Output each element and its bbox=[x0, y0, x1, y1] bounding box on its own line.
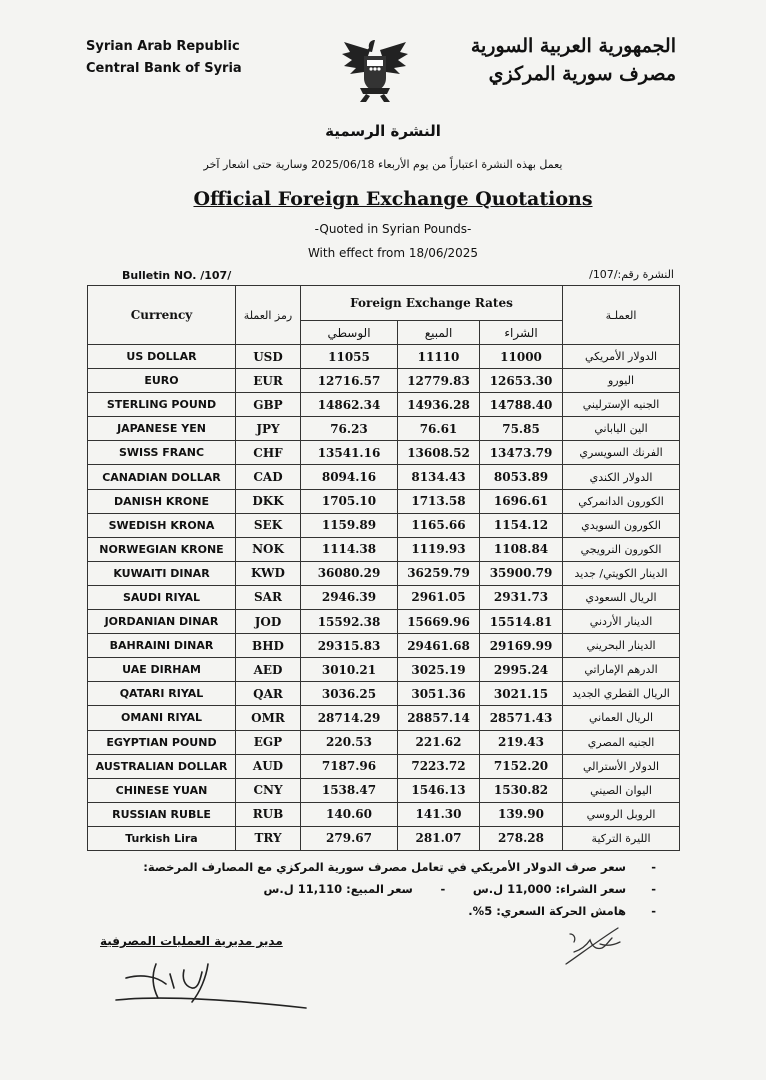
note-sell-rate: سعر المبيع: 11,110 ل.س bbox=[263, 882, 413, 896]
rate-mid: 28714.29 bbox=[301, 706, 398, 730]
exchange-rates-table bbox=[87, 285, 680, 851]
currency-name-ar: الدولار الأمريكي bbox=[563, 345, 680, 369]
rate-sell: 36259.79 bbox=[398, 561, 480, 585]
currency-name: NORWEGIAN KRONE bbox=[88, 537, 236, 561]
header-sell: المبيع bbox=[398, 321, 480, 345]
currency-name-ar: الريال القطري الجديد bbox=[563, 682, 680, 706]
currency-name-ar: الدولار الأسترالي bbox=[563, 754, 680, 778]
rate-sell: 221.62 bbox=[398, 730, 480, 754]
currency-code: AED bbox=[236, 658, 301, 682]
quoted-note: -Quoted in Syrian Pounds- bbox=[314, 222, 472, 236]
currency-code: CHF bbox=[236, 441, 301, 465]
handwritten-signature-icon bbox=[96, 950, 316, 1020]
table-row bbox=[88, 585, 680, 609]
currency-code: JOD bbox=[236, 610, 301, 634]
rate-sell: 3051.36 bbox=[398, 682, 480, 706]
header-currency-ar: العملـة bbox=[563, 286, 680, 345]
currency-name-ar: الدينار البحريني bbox=[563, 634, 680, 658]
currency-code: KWD bbox=[236, 561, 301, 585]
currency-name: JORDANIAN DINAR bbox=[88, 610, 236, 634]
header-rates: Foreign Exchange Rates bbox=[301, 286, 563, 321]
note-buy-sell bbox=[96, 878, 656, 900]
currency-name-ar: الدينار الكويتي/ جديد bbox=[563, 561, 680, 585]
rate-mid: 15592.38 bbox=[301, 610, 398, 634]
note-dash: - bbox=[651, 904, 656, 918]
rate-sell: 29461.68 bbox=[398, 634, 480, 658]
rate-sell: 1546.13 bbox=[398, 778, 480, 802]
bulletin-number-en: Bulletin NO. /107/ bbox=[122, 269, 232, 282]
arabic-title: النشرة الرسمية bbox=[325, 122, 441, 140]
table-row bbox=[88, 802, 680, 826]
currency-code: AUD bbox=[236, 754, 301, 778]
currency-name: BAHRAINI DINAR bbox=[88, 634, 236, 658]
table-row bbox=[88, 417, 680, 441]
currency-code: GBP bbox=[236, 393, 301, 417]
currency-code: EUR bbox=[236, 369, 301, 393]
currency-name: EGYPTIAN POUND bbox=[88, 730, 236, 754]
table-row bbox=[88, 513, 680, 537]
currency-name-ar: الين الياباني bbox=[563, 417, 680, 441]
header-code: رمز العملة bbox=[236, 286, 301, 345]
currency-name-ar: الكورون الدانمركي bbox=[563, 489, 680, 513]
currency-name-ar: الكورون السويدي bbox=[563, 513, 680, 537]
rate-buy: 35900.79 bbox=[480, 561, 563, 585]
header-en-country: Syrian Arab Republic bbox=[86, 39, 240, 54]
currency-name: CHINESE YUAN bbox=[88, 778, 236, 802]
rate-mid: 29315.83 bbox=[301, 634, 398, 658]
currency-code: QAR bbox=[236, 682, 301, 706]
rate-mid: 76.23 bbox=[301, 417, 398, 441]
table-row bbox=[88, 345, 680, 369]
syrian-eagle-emblem-icon bbox=[340, 36, 410, 104]
header-currency: Currency bbox=[88, 286, 236, 345]
rate-buy: 3021.15 bbox=[480, 682, 563, 706]
rate-buy: 2995.24 bbox=[480, 658, 563, 682]
table-row bbox=[88, 826, 680, 850]
rate-sell: 13608.52 bbox=[398, 441, 480, 465]
rate-buy: 1154.12 bbox=[480, 513, 563, 537]
header-arabic bbox=[471, 32, 676, 88]
rate-buy: 219.43 bbox=[480, 730, 563, 754]
rate-mid: 3036.25 bbox=[301, 682, 398, 706]
table-row bbox=[88, 778, 680, 802]
table-row bbox=[88, 682, 680, 706]
rate-mid: 3010.21 bbox=[301, 658, 398, 682]
note-dash: - bbox=[651, 882, 656, 896]
currency-code: JPY bbox=[236, 417, 301, 441]
header-ar-country: الجمهورية العربية السورية bbox=[470, 35, 676, 57]
currency-name-ar: اليوان الصيني bbox=[563, 778, 680, 802]
rate-buy: 13473.79 bbox=[480, 441, 563, 465]
table-row bbox=[88, 658, 680, 682]
currency-name: OMANI RIYAL bbox=[88, 706, 236, 730]
currency-name: SAUDI RIYAL bbox=[88, 585, 236, 609]
table-row bbox=[88, 393, 680, 417]
table-row bbox=[88, 441, 680, 465]
currency-name-ar: الريال السعودي bbox=[563, 585, 680, 609]
currency-code: BHD bbox=[236, 634, 301, 658]
note-margin-text: هامش الحركة السعري: 5%. bbox=[468, 904, 626, 918]
currency-name: Turkish Lira bbox=[88, 826, 236, 850]
currency-name-ar: الجنيه الإسترليني bbox=[563, 393, 680, 417]
table-row bbox=[88, 706, 680, 730]
rate-buy: 29169.99 bbox=[480, 634, 563, 658]
currency-name-ar: الجنيه المصري bbox=[563, 730, 680, 754]
table-row bbox=[88, 730, 680, 754]
rate-buy: 12653.30 bbox=[480, 369, 563, 393]
table-row bbox=[88, 754, 680, 778]
note-separator: - bbox=[440, 882, 446, 896]
header-ar-bank: مصرف سورية المركزي bbox=[488, 63, 676, 85]
table-row bbox=[88, 610, 680, 634]
currency-name: SWEDISH KRONA bbox=[88, 513, 236, 537]
rate-buy: 1530.82 bbox=[480, 778, 563, 802]
table-row bbox=[88, 369, 680, 393]
note-dash: - bbox=[651, 860, 656, 874]
currency-code: NOK bbox=[236, 537, 301, 561]
signatory-title: مدير مديرية العمليات المصرفية bbox=[100, 934, 283, 948]
rate-sell: 2961.05 bbox=[398, 585, 480, 609]
rate-sell: 8134.43 bbox=[398, 465, 480, 489]
rate-mid: 12716.57 bbox=[301, 369, 398, 393]
currency-name: SWISS FRANC bbox=[88, 441, 236, 465]
rate-mid: 1159.89 bbox=[301, 513, 398, 537]
currency-name: STERLING POUND bbox=[88, 393, 236, 417]
currency-name-ar: الروبل الروسي bbox=[563, 802, 680, 826]
header-buy: الشراء bbox=[480, 321, 563, 345]
currency-name-ar: الفرنك السويسري bbox=[563, 441, 680, 465]
rate-buy: 1696.61 bbox=[480, 489, 563, 513]
english-title: Official Foreign Exchange Quotations bbox=[193, 188, 593, 210]
note-buy-rate: سعر الشراء: 11,000 ل.س bbox=[472, 882, 626, 896]
rate-sell: 28857.14 bbox=[398, 706, 480, 730]
rate-buy: 28571.43 bbox=[480, 706, 563, 730]
currency-name-ar: الريال العماني bbox=[563, 706, 680, 730]
rate-buy: 8053.89 bbox=[480, 465, 563, 489]
rate-mid: 140.60 bbox=[301, 802, 398, 826]
table-row bbox=[88, 634, 680, 658]
currency-code: SEK bbox=[236, 513, 301, 537]
header-english bbox=[86, 36, 242, 80]
currency-name-ar: اليورو bbox=[563, 369, 680, 393]
table-row bbox=[88, 489, 680, 513]
rate-mid: 279.67 bbox=[301, 826, 398, 850]
currency-code: DKK bbox=[236, 489, 301, 513]
rate-buy: 2931.73 bbox=[480, 585, 563, 609]
rate-mid: 1114.38 bbox=[301, 537, 398, 561]
rate-sell: 3025.19 bbox=[398, 658, 480, 682]
bulletin-number-ar: النشرة رقم:/107/ bbox=[589, 268, 674, 281]
notes-section bbox=[96, 856, 656, 922]
initials-signature-icon bbox=[560, 918, 630, 972]
rate-mid: 8094.16 bbox=[301, 465, 398, 489]
rate-sell: 1165.66 bbox=[398, 513, 480, 537]
header-en-bank: Central Bank of Syria bbox=[86, 61, 242, 76]
note-usd-dealing bbox=[96, 856, 656, 878]
currency-name: QATARI RIYAL bbox=[88, 682, 236, 706]
rate-buy: 14788.40 bbox=[480, 393, 563, 417]
currency-name: UAE DIRHAM bbox=[88, 658, 236, 682]
note-usd-text: سعر صرف الدولار الأمريكي في تعامل مصرف سورية المركزي مع المصارف المرخصة: bbox=[143, 860, 626, 874]
table-row bbox=[88, 561, 680, 585]
rate-mid: 36080.29 bbox=[301, 561, 398, 585]
currency-name: DANISH KRONE bbox=[88, 489, 236, 513]
rate-mid: 1705.10 bbox=[301, 489, 398, 513]
rate-mid: 220.53 bbox=[301, 730, 398, 754]
currency-name: KUWAITI DINAR bbox=[88, 561, 236, 585]
arabic-subtitle: يعمل بهذه النشرة اعتباراً من يوم الأربعاء 2025/06/18 وسارية حتى اشعار آخر bbox=[203, 158, 563, 171]
currency-code: USD bbox=[236, 345, 301, 369]
rate-sell: 15669.96 bbox=[398, 610, 480, 634]
currency-code: CAD bbox=[236, 465, 301, 489]
currency-name: EURO bbox=[88, 369, 236, 393]
table-row bbox=[88, 537, 680, 561]
rate-mid: 11055 bbox=[301, 345, 398, 369]
currency-code: CNY bbox=[236, 778, 301, 802]
currency-code: OMR bbox=[236, 706, 301, 730]
rate-mid: 14862.34 bbox=[301, 393, 398, 417]
currency-name-ar: الليرة التركية bbox=[563, 826, 680, 850]
rate-sell: 281.07 bbox=[398, 826, 480, 850]
rate-mid: 7187.96 bbox=[301, 754, 398, 778]
currency-name: US DOLLAR bbox=[88, 345, 236, 369]
header-mid: الوسطي bbox=[301, 321, 398, 345]
rate-buy: 139.90 bbox=[480, 802, 563, 826]
currency-code: TRY bbox=[236, 826, 301, 850]
rate-sell: 7223.72 bbox=[398, 754, 480, 778]
currency-code: RUB bbox=[236, 802, 301, 826]
currency-name-ar: الدرهم الإماراتي bbox=[563, 658, 680, 682]
currency-name-ar: الدولار الكندي bbox=[563, 465, 680, 489]
rate-mid: 1538.47 bbox=[301, 778, 398, 802]
rate-buy: 75.85 bbox=[480, 417, 563, 441]
currency-code: EGP bbox=[236, 730, 301, 754]
rate-buy: 15514.81 bbox=[480, 610, 563, 634]
rate-buy: 11000 bbox=[480, 345, 563, 369]
rate-sell: 1713.58 bbox=[398, 489, 480, 513]
rate-buy: 7152.20 bbox=[480, 754, 563, 778]
rate-buy: 1108.84 bbox=[480, 537, 563, 561]
currency-name: AUSTRALIAN DOLLAR bbox=[88, 754, 236, 778]
rate-mid: 13541.16 bbox=[301, 441, 398, 465]
rate-sell: 141.30 bbox=[398, 802, 480, 826]
currency-name-ar: الدينار الأردني bbox=[563, 610, 680, 634]
effective-date: With effect from 18/06/2025 bbox=[307, 246, 479, 260]
rate-sell: 1119.93 bbox=[398, 537, 480, 561]
rate-buy: 278.28 bbox=[480, 826, 563, 850]
rate-sell: 12779.83 bbox=[398, 369, 480, 393]
currency-name: CANADIAN DOLLAR bbox=[88, 465, 236, 489]
currency-code: SAR bbox=[236, 585, 301, 609]
currency-name: JAPANESE YEN bbox=[88, 417, 236, 441]
currency-name-ar: الكورون النرويجي bbox=[563, 537, 680, 561]
rate-mid: 2946.39 bbox=[301, 585, 398, 609]
rate-sell: 11110 bbox=[398, 345, 480, 369]
rates-body bbox=[88, 345, 680, 851]
rate-sell: 76.61 bbox=[398, 417, 480, 441]
rate-sell: 14936.28 bbox=[398, 393, 480, 417]
currency-name: RUSSIAN RUBLE bbox=[88, 802, 236, 826]
table-row bbox=[88, 465, 680, 489]
